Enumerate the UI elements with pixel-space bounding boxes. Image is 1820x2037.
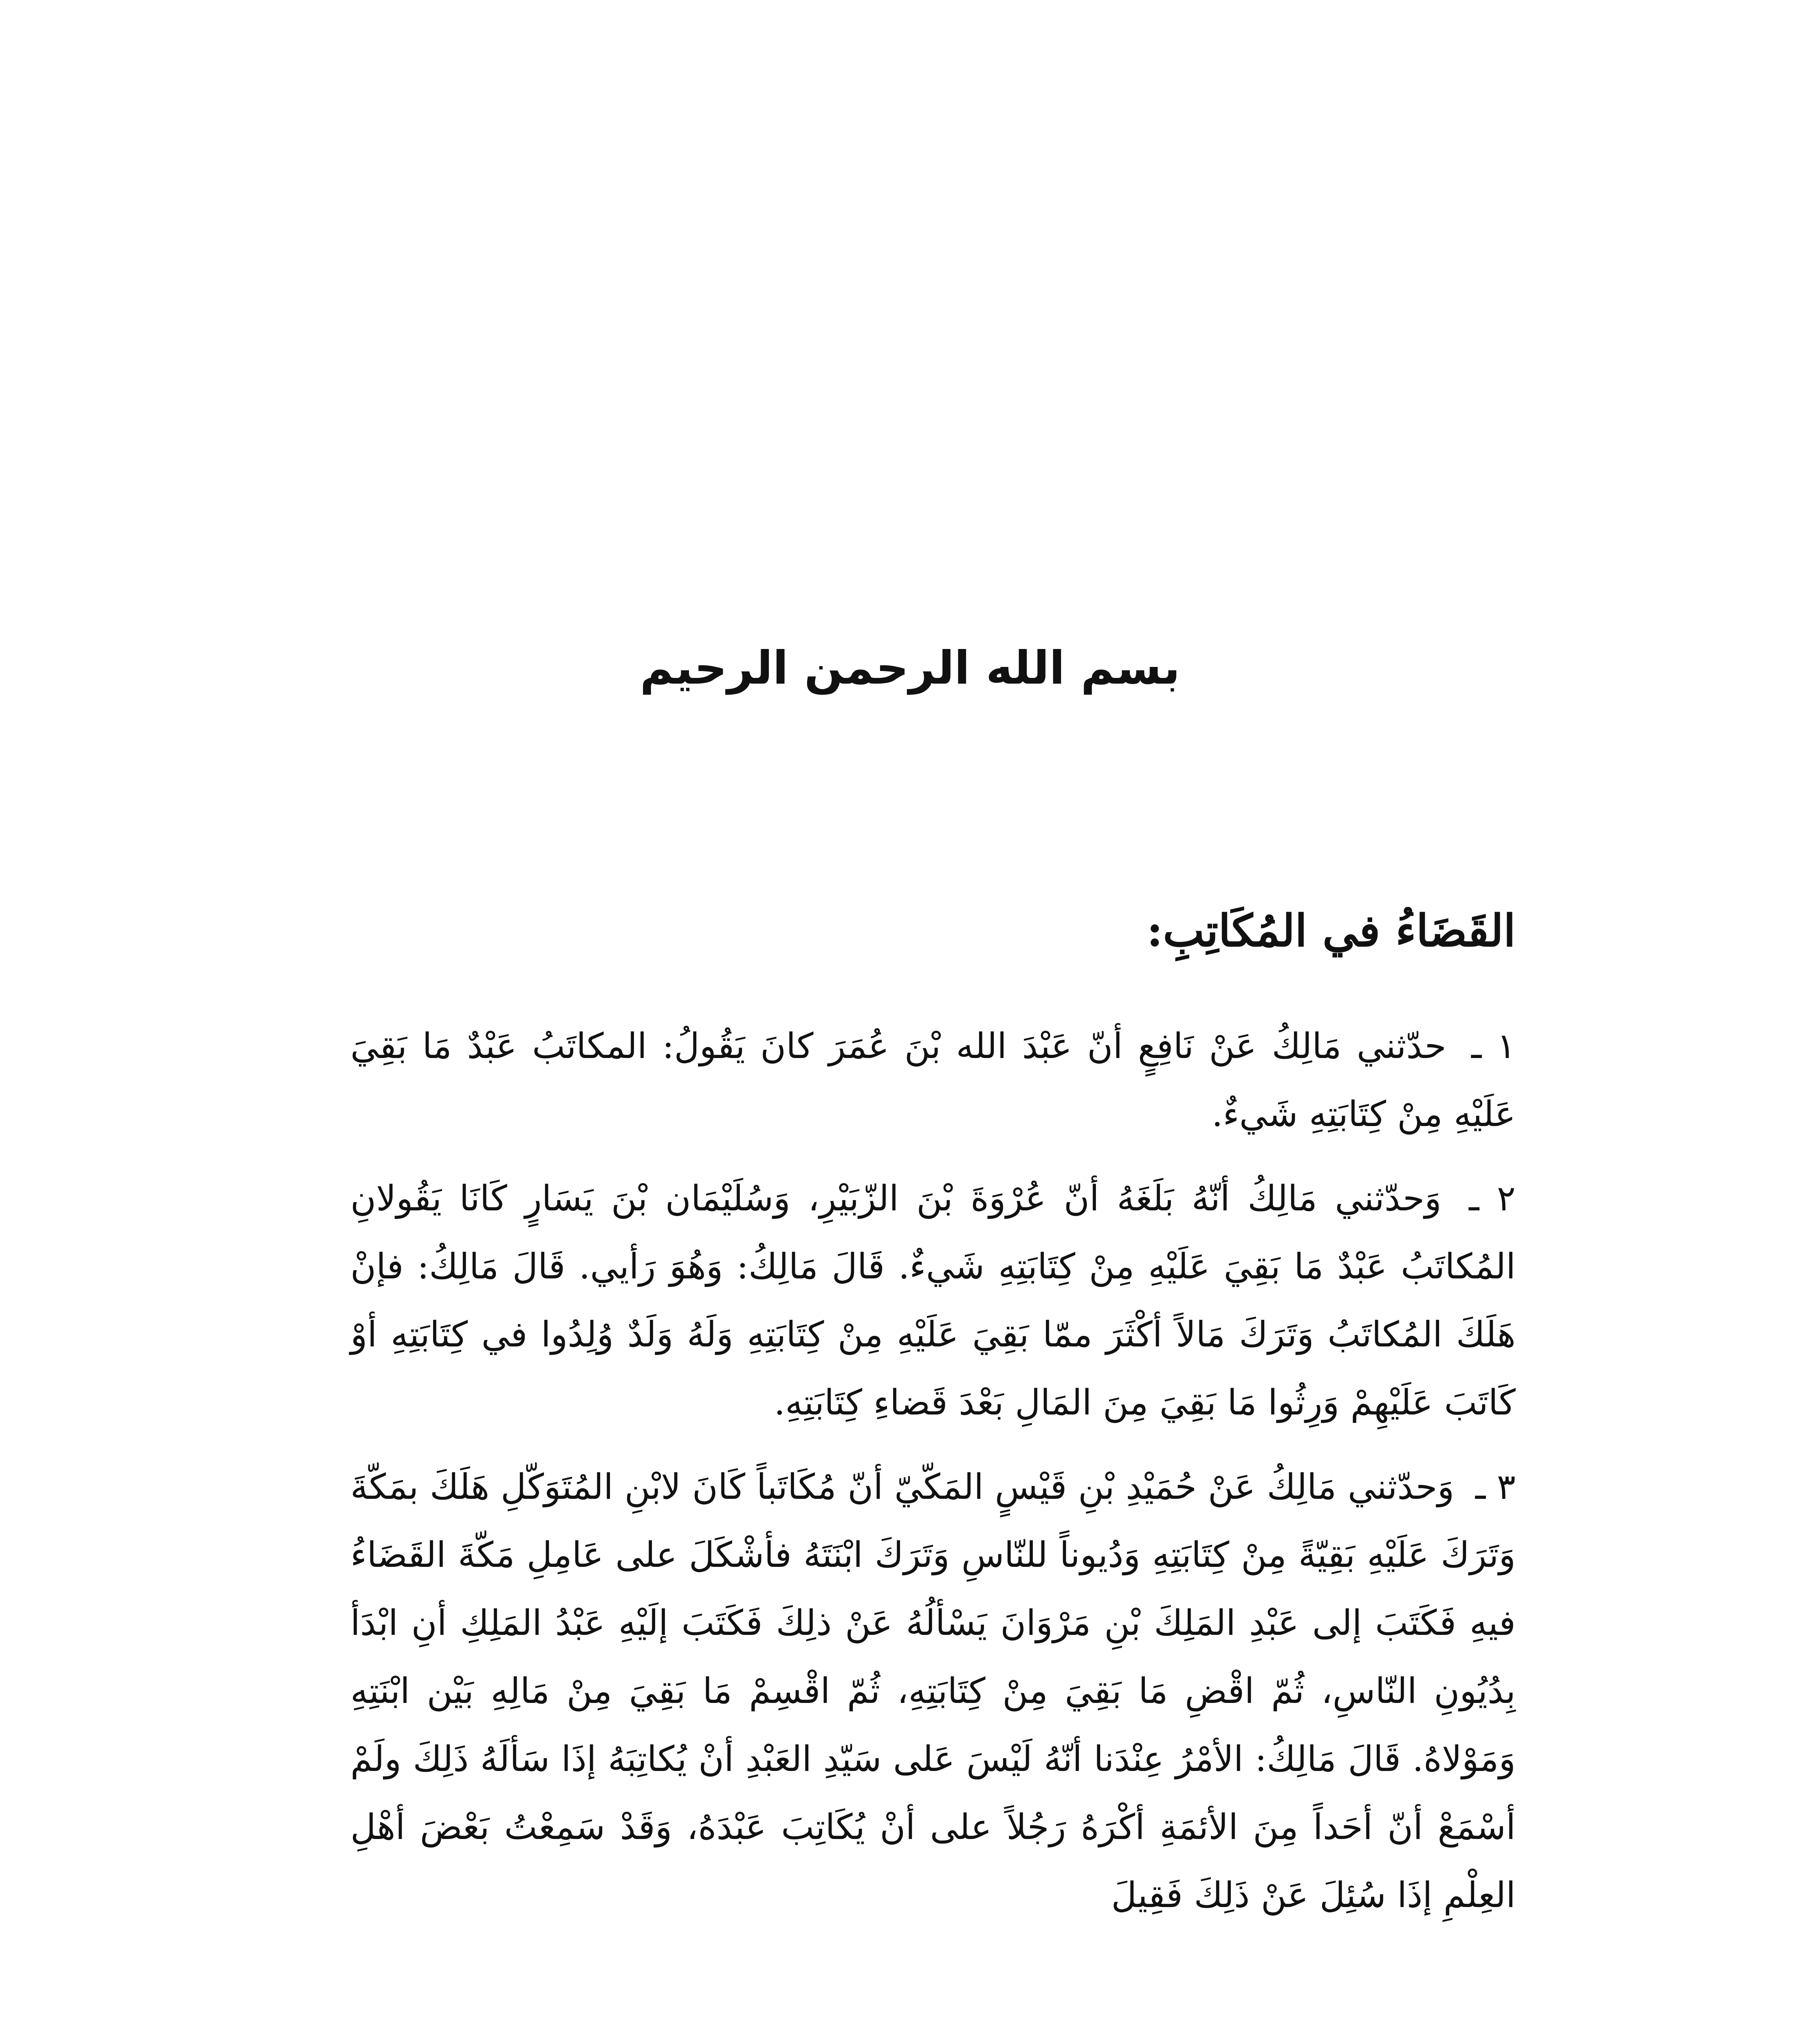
paragraph-text: حدّثني مَالِكُ عَنْ نَافِعٍ أنّ عَبْدَ الله بْنَ عُمَرَ كانَ يَقُولُ: المكاتَبُ عَبْدٌ مَا بَقِيَ عَلَيْهِ مِنْ كِتَابَتِهِ شَيءٌ. <box>350 1026 1516 1135</box>
paragraph-2 <box>350 1165 1516 1437</box>
paragraph-text: وَحدّثني مَالِكُ عَنْ حُمَيْدِ بْنِ قَيْسٍ المَكّيّ أنّ مُكَاتَباً كَانَ لابْنِ المُتَوَكّلِ هَلَكَ بمَكّةَ وَتَرَكَ عَلَيْهِ بَقِيّةً مِنْ كِتَابَتِهِ وَدُيوناً للنّاسِ وَتَرَكَ ابْنَتَهُ فأشْكَلَ على عَامِلِ مَكّةَ القَضَاءُ فيهِ فَكَتَبَ إلى عَبْدِ المَلِكَ بْنِ مَرْوَانَ يَسْألُهُ عَنْ ذلِكَ فَكَتَبَ إلَيْهِ عَبْدُ المَلِكِ أنِ ابْدَأ بِدُيُونِ النّاسِ، ثُمّ اقْضِ مَا بَقِيَ مِنْ كِتَابَتِهِ، ثُمّ اقْسِمْ مَا بَقِيَ مِنْ مَالِهِ بَيْن ابْنَتِهِ وَمَوْلاهُ. قَالَ مَالِكُ: الأمْرُ عِنْدَنا أنّهُ لَيْسَ عَلى سَيّدِ العَبْدِ أنْ يُكاتِبَهُ إذَا سَألَهُ ذَلِكَ ولَمْ أسْمَعْ أنّ أحَداً مِنَ الأئمَةِ أكْرَهُ رَجُلاً على أنْ يُكَاتِبَ عَبْدَهُ، وَقَدْ سَمِعْتُ بَعْضَ أهْلِ العِلْمِ إذَا سُئِلَ عَنْ ذَلِكَ فَقِيلَ <box>350 1467 1516 1916</box>
paragraph-3 <box>350 1453 1516 1929</box>
chapter-title: القَضَاءُ في المُكَاتِبِ: <box>1147 905 1516 957</box>
paragraph-number: ٢ ـ <box>1469 1178 1516 1219</box>
basmala-heading: بسم الله الرحمن الرحيم <box>640 642 1180 695</box>
paragraph-number: ٣ ـ <box>1475 1467 1516 1507</box>
paragraph-1 <box>350 1012 1516 1148</box>
paragraph-number: ١ ـ <box>1471 1026 1516 1067</box>
paragraph-text: وَحدّثني مَالِكُ أنّهُ بَلَغَهُ أنّ عُرْوَةَ بْنَ الزّبَيْرِ، وَسُلَيْمَان بْنَ يَسَارٍ كَانَا يَقُولانِ المُكاتَبُ عَبْدٌ مَا بَقِيَ عَلَيْهِ مِنْ كِتَابَتِهِ شَيءٌ. قَالَ مَالِكُ: وَهُوَ رَأيي. قَالَ مَالِكُ: فإنْ هَلَكَ المُكاتَبُ وَتَرَكَ مَالاً أكْثَرَ ممّا بَقِيَ عَلَيْهِ مِنْ كِتَابَتِهِ وَلَهُ وَلَدٌ وُلِدُوا في كِتَابَتِهِ أوْ كَاتَبَ عَلَيْهِمْ وَرِثُوا مَا بَقِيَ مِنَ المَالِ بَعْدَ قَضاءِ كِتَابَتِهِ. <box>350 1178 1516 1423</box>
main-text <box>350 896 1516 1946</box>
